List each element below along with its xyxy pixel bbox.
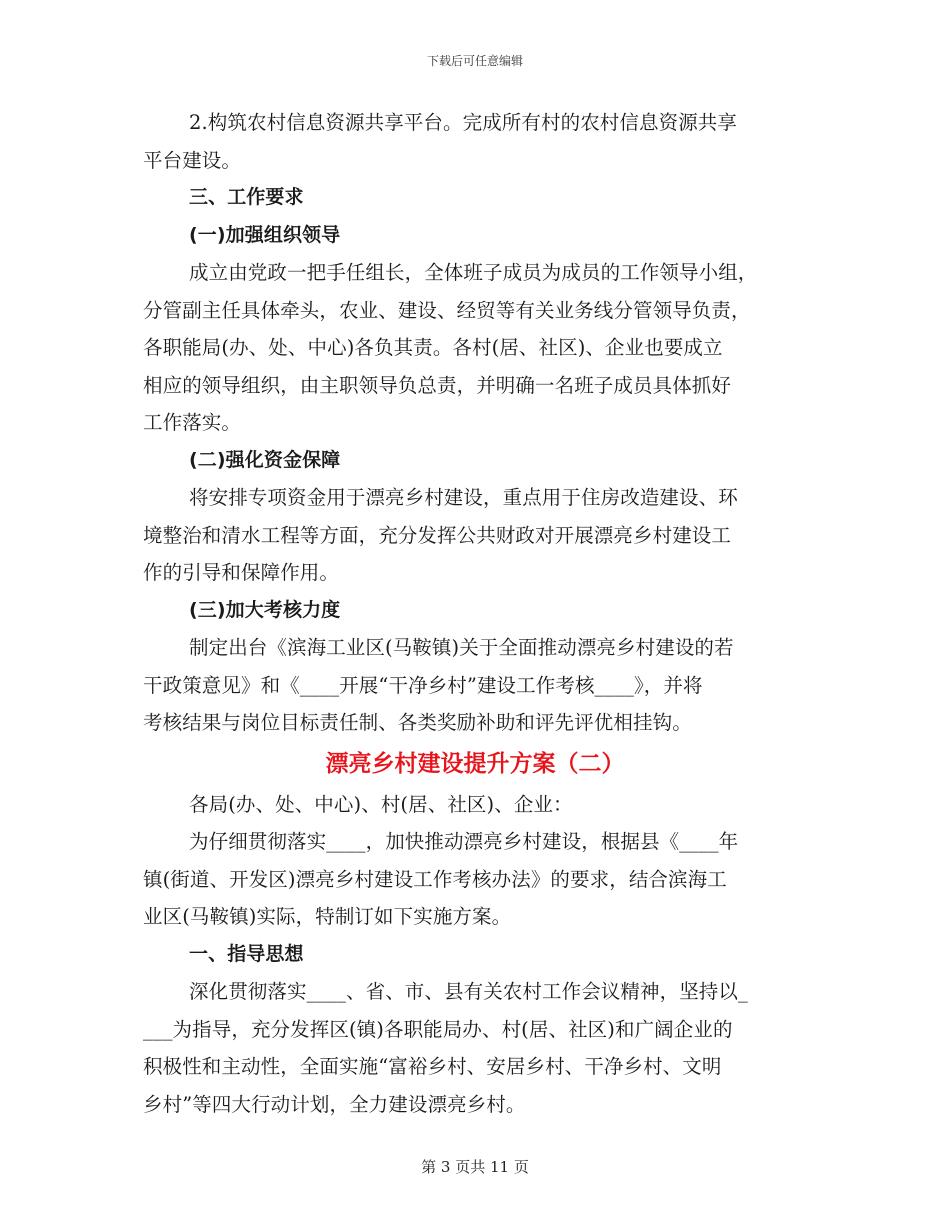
text-line: 干政策意见》和《____开展“干净乡村”建设工作考核____》，并将 [143, 673, 703, 697]
text-line: 积极性和主动性，全面实施“富裕乡村、安居乡村、干净乡村、文明 [143, 1055, 722, 1078]
text-line: 将安排专项资金用于漂亮乡村建设，重点用于住房改造建设、环 [189, 486, 738, 509]
page-header: 下载后可任意编辑 [426, 54, 523, 68]
text-line: ___为指导，充分发挥区(镇)各职能局办、村(居、社区)和广阔企业的 [143, 1017, 733, 1041]
section-one-text [143, 104, 807, 742]
text-line: 乡村”等四大行动计划，全力建设漂亮乡村。 [143, 1092, 526, 1116]
text-line: 作的引导和保障作用。 [143, 561, 340, 584]
text-line: (二)强化资金保障 [189, 448, 341, 471]
page-footer: 第 3 页共 11 页 [421, 1158, 529, 1176]
document-body [143, 104, 807, 1123]
text-line: 深化贯彻落实____、省、市、县有关农村工作会议精神，坚持以_ [189, 980, 748, 1003]
text-line: 平台建设。 [143, 148, 242, 172]
text-line: 各局(办、处、中心)、村(居、社区)、企业： [189, 792, 573, 816]
text-line: 制定出台《滨海工业区(马鞍镇)关于全面推动漂亮乡村建设的若 [189, 636, 734, 659]
text-line: 镇(街道、开发区)漂亮乡村建设工作考核办法》的要求，结合滨海工 [143, 867, 727, 891]
text-line: 业区(马鞍镇)实际，特制订如下实施方案。 [143, 905, 512, 928]
text-line: 各职能局(办、处、中心)各负其责。各村(居、社区)、企业也要成立 [143, 336, 723, 359]
text-line: 成立由党政一把手任组长，全体班子成员为成员的工作领导小组， [189, 261, 758, 284]
text-line: 2.构筑农村信息资源共享平台。完成所有村的农村信息资源共享 [189, 111, 738, 134]
text-line: 境整治和清水工程等方面，充分发挥公共财政对开展漂亮乡村建设工 [143, 523, 732, 547]
text-line: 一、指导思想 [189, 942, 304, 965]
text-line: (一)加强组织领导 [189, 223, 341, 246]
text-line: 三、工作要求 [189, 186, 304, 208]
text-line: 考核结果与岗位目标责任制、各类奖励补助和评先评优相挂钩。 [143, 711, 692, 734]
text-line: 分管副主任具体牵头，农业、建设、经贸等有关业务线分管领导负责， [143, 298, 751, 322]
text-line: 相应的领导组织，由主职领导负总责，并明确一名班子成员具体抓好 [143, 373, 732, 397]
section-title: 漂亮乡村建设提升方案（二） [325, 750, 625, 777]
section-two-text [143, 786, 807, 1124]
text-line: 工作落实。 [143, 411, 242, 434]
text-line: (三)加大考核力度 [189, 598, 341, 621]
text-line: 为仔细贯彻落实____，加快推动漂亮乡村建设，根据县《____年 [189, 830, 739, 853]
